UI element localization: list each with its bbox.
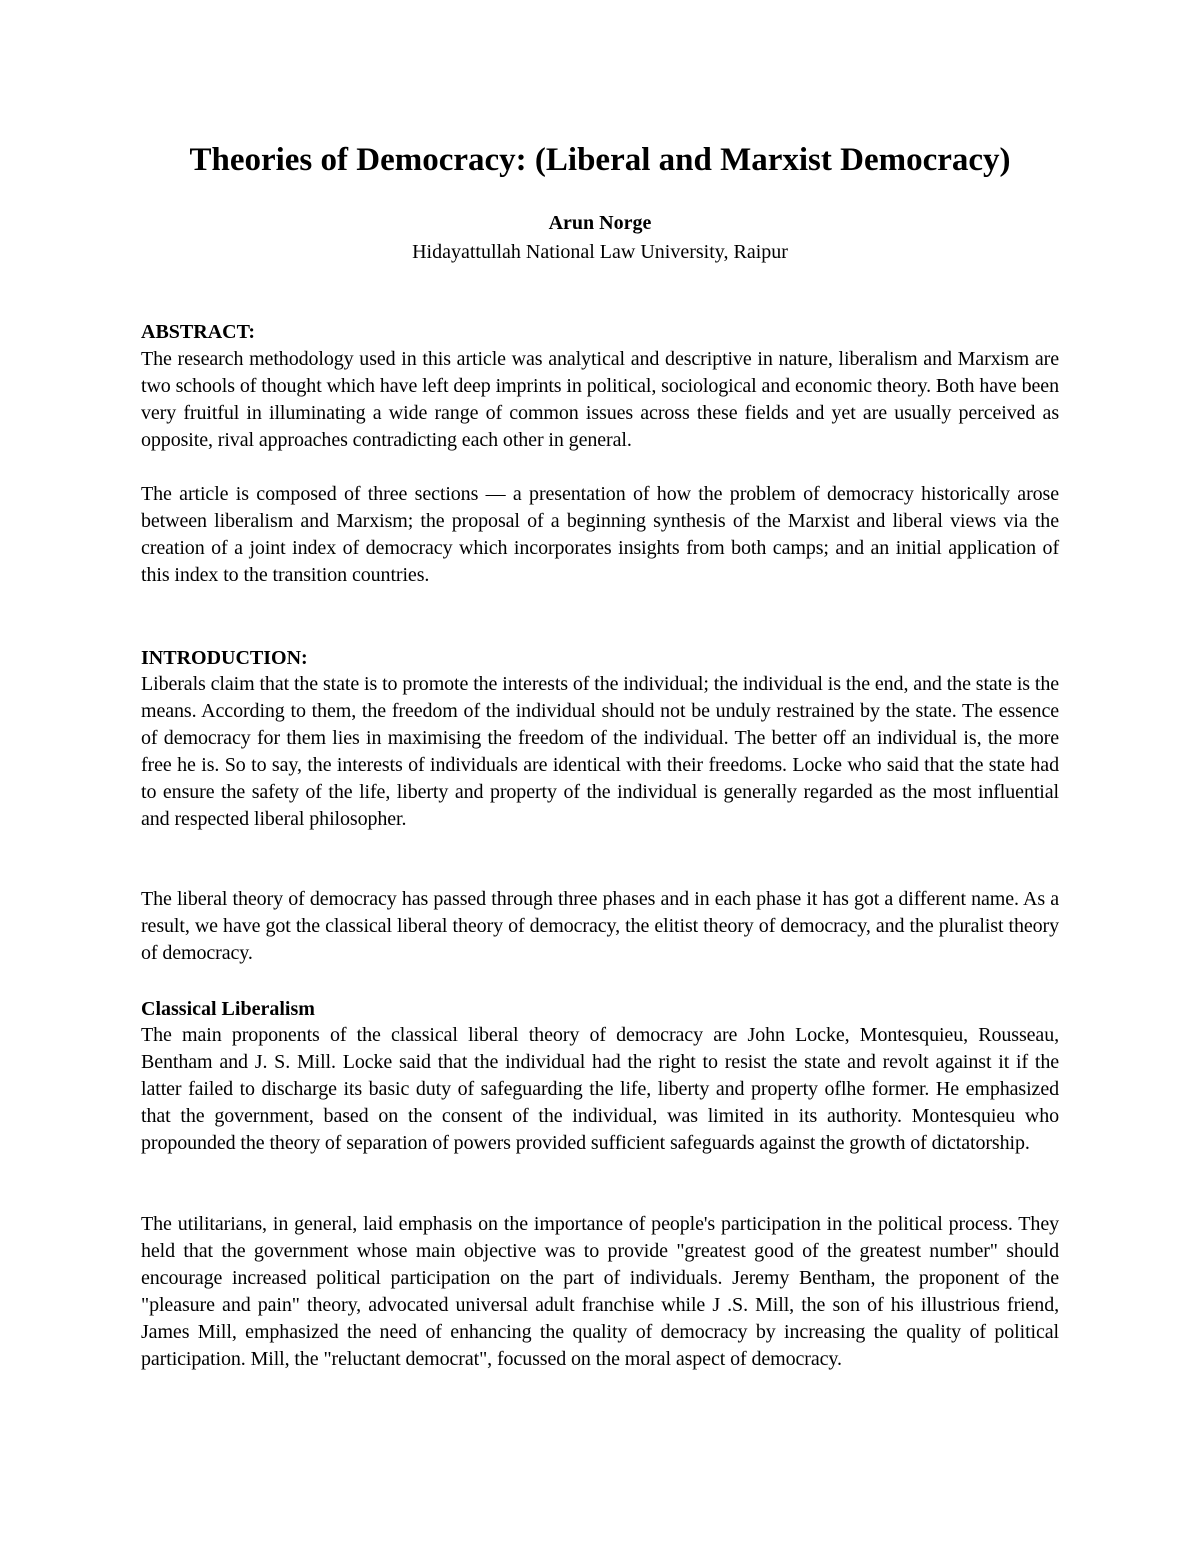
introduction-heading: INTRODUCTION: — [141, 647, 308, 669]
introduction-paragraph-1: Liberals claim that the state is to promote the interests of the individual; the individual is the end, and the state is the means. According to them, the freedom of the individual should not be unduly restrained by the state. The essence of democracy for them lies in maximising the freedom of the individual. The better off an individual is, the more free he is. So to say, the interests of individuals are identical with their freedoms. Locke who said that the state had to ensure the safety of the life, liberty and property of the individual is generally regarded as the most influential and respected liberal philosopher. — [141, 673, 1059, 831]
paper-title: Theories of Democracy: (Liberal and Marxist Democracy) — [189, 142, 1011, 178]
abstract-paragraph-1: The research methodology used in this article was analytical and descriptive in nature, liberalism and Marxism are two schools of thought which have left deep imprints in political, sociological and economic theory. Both have been very fruitful in illuminating a wide range of common issues across these fields and yet are usually perceived as opposite, rival approaches contradicting each other in general. — [141, 348, 1059, 452]
abstract-heading: ABSTRACT: — [141, 321, 256, 343]
author-name: Arun Norge — [548, 212, 652, 234]
classical-liberalism-heading: Classical Liberalism — [141, 998, 315, 1020]
author-affiliation: Hidayattullah National Law University, Raipur — [412, 241, 788, 263]
introduction-paragraph-2: The liberal theory of democracy has passed through three phases and in each phase it has got a different name. As a result, we have got the classical liberal theory of democracy, the elitist theory of democracy, and the pluralist theory of democracy. — [141, 888, 1059, 965]
abstract-paragraph-2: The article is composed of three sections — a presentation of how the problem of democracy historically arose between liberalism and Marxism; the proposal of a beginning synthesis of the Marxist and liberal views via the creation of a joint index of democracy which incorporates insights from both camps; and an initial application of this index to the transition countries. — [141, 483, 1059, 587]
classical-liberalism-paragraph-2: The utilitarians, in general, laid emphasis on the importance of people's participation in the political process. They held that the government whose main objective was to provide "greatest good of the greatest number" should encourage increased political participation on the part of individuals. Jeremy Bentham, the proponent of the "pleasure and pain" theory, advocated universal adult franchise while J .S. Mill, the son of his illustrious friend, James Mill, emphasized the need of enhancing the quality of democracy by increasing the quality of political participation. Mill, the "reluctant democrat", focussed on the moral aspect of democracy. — [141, 1213, 1059, 1371]
classical-liberalism-paragraph-1: The main proponents of the classical liberal theory of democracy are John Locke, Montesquieu, Rousseau, Bentham and J. S. Mill. Locke said that the individual had the right to resist the state and revolt against it if the latter failed to discharge its basic duty of safeguarding the life, liberty and property oflhe former. He emphasized that the government, based on the consent of the individual, was limited in its authority. Montesquieu who propounded the theory of separation of powers provided sufficient safeguards against the growth of dictatorship. — [141, 1024, 1059, 1155]
